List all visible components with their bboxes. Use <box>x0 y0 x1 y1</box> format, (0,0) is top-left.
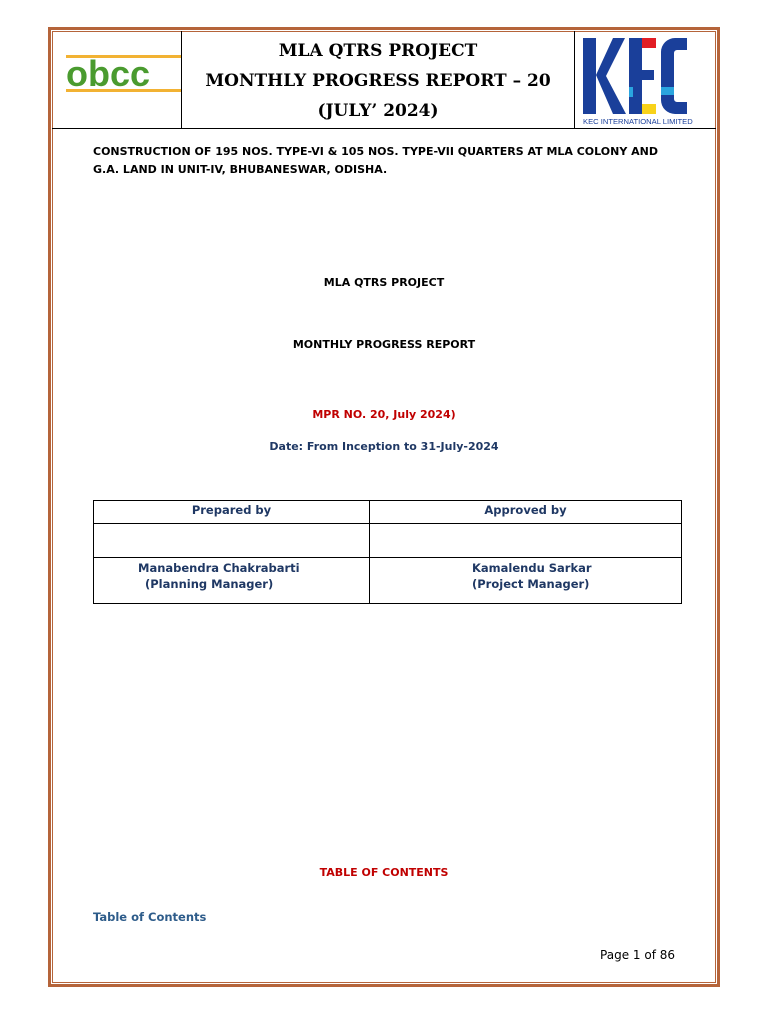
title-line-3: (JULY’ 2024) <box>317 101 439 121</box>
prepared-role: (Planning Manager) <box>145 577 274 591</box>
title-line-2: MONTHLY PROGRESS REPORT – 20 <box>205 71 551 91</box>
mpr-number: MPR NO. 20, July 2024) <box>312 408 456 421</box>
prepared-name: Manabendra Chakrabarti <box>138 561 300 575</box>
approved-by-header: Approved by <box>370 501 682 524</box>
cover-report-name: MONTHLY PROGRESS REPORT <box>292 338 476 351</box>
kec-logo <box>574 31 716 128</box>
signoff-table <box>93 500 682 604</box>
kec-logo-caption: KEC INTERNATIONAL LIMITED <box>583 117 693 126</box>
obcc-logo-text: obcc <box>66 53 151 94</box>
approved-signature-cell <box>370 524 682 558</box>
obcc-logo-graphic <box>52 31 181 128</box>
report-title <box>182 31 574 128</box>
approved-name: Kamalendu Sarkar <box>472 561 592 575</box>
cover-project-name: MLA QTRS PROJECT <box>323 276 445 289</box>
kec-logo-graphic <box>575 31 716 128</box>
approved-by-cell <box>370 558 682 604</box>
report-date: Date: From Inception to 31-July-2024 <box>269 440 499 453</box>
prepared-by-header: Prepared by <box>94 501 370 524</box>
toc-heading: TABLE OF CONTENTS <box>319 866 449 879</box>
project-description: CONSTRUCTION OF 195 NOS. TYPE-VI & 105 NOS. TYPE-VII QUARTERS AT MLA COLONY AND G.A. LAND IN UNIT-IV, BHUBANESWAR, ODISHA. <box>93 145 658 176</box>
approved-role: (Project Manager) <box>472 577 590 591</box>
obcc-logo <box>52 31 182 128</box>
toc-link[interactable]: Table of Contents <box>93 910 207 924</box>
title-line-1: MLA QTRS PROJECT <box>278 41 478 61</box>
prepared-signature-cell <box>94 524 370 558</box>
prepared-by-cell <box>94 558 370 604</box>
page-number: Page 1 of 86 <box>600 948 675 962</box>
